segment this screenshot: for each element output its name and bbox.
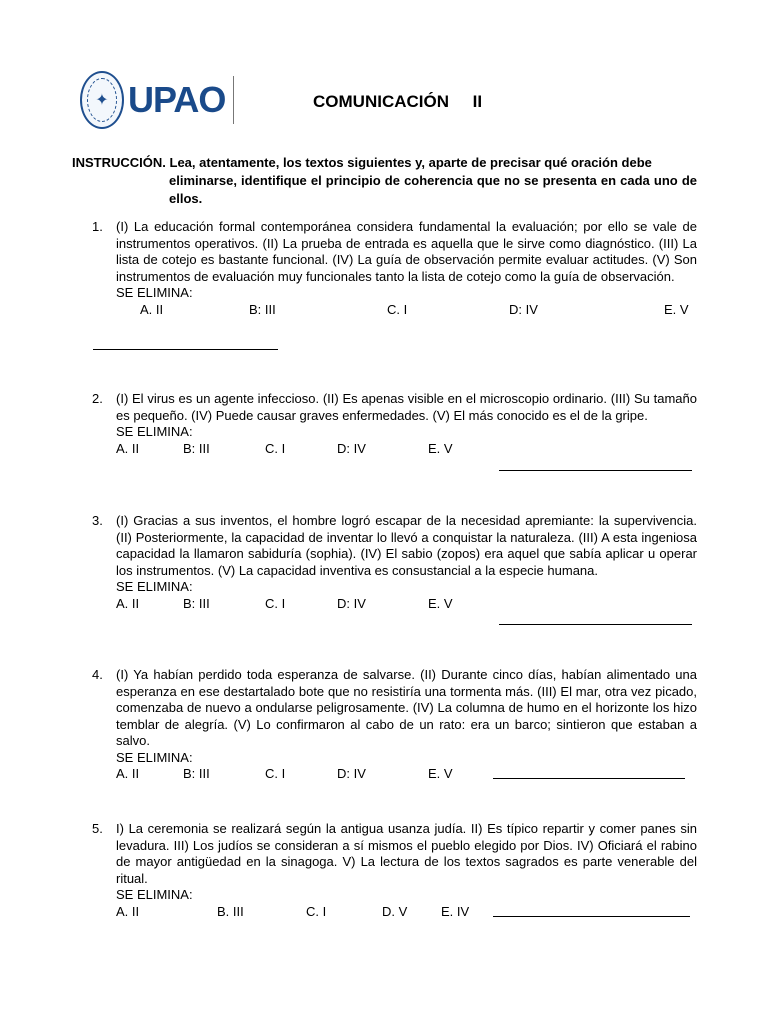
- option-c[interactable]: C. I: [306, 903, 327, 919]
- option-e[interactable]: E. IV: [441, 903, 470, 919]
- option-e[interactable]: E. V: [428, 766, 453, 781]
- course-title: COMUNICACIÓN II: [313, 92, 483, 111]
- upao-logo: [80, 70, 240, 130]
- option-b[interactable]: B. III: [217, 903, 244, 919]
- option-e[interactable]: E. V: [664, 301, 689, 317]
- question-text: (I) Gracias a sus inventos, el hombre logró escapar de la necesidad apremiante: la supervivencia. (II) Posteriormente, la capacidad de inventar lo llevó a conquistar la naturaleza. (III) A esta ingeniosa capacidad la llamaron sabiduría (sophia). (IV) El sabio (zopos) era aquel que sabía aplicar u operar los instrumentos. (V) La capacidad inventiva es consustancial a la especie humana.: [116, 513, 697, 578]
- answer-blank-line[interactable]: [499, 624, 692, 625]
- answer-blank-line[interactable]: [499, 470, 692, 471]
- option-a[interactable]: A. II: [116, 440, 140, 456]
- logo-divider: [233, 76, 234, 124]
- answer-blank-line[interactable]: [493, 778, 685, 779]
- option-e[interactable]: E. V: [428, 440, 453, 456]
- answer-blank-line[interactable]: [93, 349, 278, 350]
- question-text: (I) La educación formal contemporánea considera fundamental la evaluación; por ello se vale de instrumentos operativos. (II) La prueba de entrada es aquella que le sirve como diagnóstico. (III) La lista de cotejo es bastante funcional. (IV) La guía de observación permite evaluar actitudes. (V) Son instrumentos de evaluación muy funcionales tanto la lista de cotejo como la guía de observación.: [116, 219, 697, 284]
- option-b[interactable]: B: III: [183, 595, 210, 611]
- option-c[interactable]: C. I: [387, 301, 408, 317]
- se-elimina-label: SE ELIMINA:: [116, 285, 193, 300]
- question-1: [92, 219, 697, 319]
- option-a[interactable]: A. II: [116, 766, 140, 781]
- se-elimina-label: SE ELIMINA:: [116, 579, 193, 594]
- question-text: I) La ceremonia se realizará según la antigua usanza judía. II) Es típico repartir y comer panes sin levadura. III) Los judíos se consideran a sí mismos el pueblo elegido por Dios. IV) Oficiará el rabino de mayor antigüedad en la sinagoga. V) La lectura de los textos sagrados es parte venerable del ritual.: [116, 821, 697, 886]
- option-c[interactable]: C. I: [265, 595, 286, 611]
- option-b[interactable]: B: III: [183, 766, 210, 781]
- option-c[interactable]: C. I: [265, 766, 286, 781]
- option-a[interactable]: A. II: [116, 903, 140, 919]
- option-d[interactable]: D: IV: [337, 440, 366, 456]
- instruction-first-line: [72, 154, 697, 172]
- question-2: [92, 391, 697, 458]
- instruction-block: [72, 154, 697, 208]
- question-text: (I) El virus es un agente infeccioso. (II) Es apenas visible en el microscopio ordinario. (III) Su tamaño es pequeño. (IV) Puede causar graves enfermedades. (V) El más conocido es el de la gripe.: [116, 391, 697, 423]
- option-c[interactable]: C. I: [265, 440, 286, 456]
- instruction-rest: eliminarse, identifique el principio de coherencia que no se presenta en cada uno de ellos.: [169, 173, 697, 206]
- document-header: [0, 0, 768, 140]
- se-elimina-label: SE ELIMINA:: [116, 424, 193, 439]
- answer-blank-line[interactable]: [493, 916, 690, 917]
- question-4: [92, 667, 697, 783]
- question-number: 3.: [92, 513, 103, 528]
- option-d[interactable]: D: IV: [337, 766, 366, 781]
- question-number: 2.: [92, 391, 103, 406]
- se-elimina-label: SE ELIMINA:: [116, 887, 193, 902]
- instruction-label: INSTRUCCIÓN.: [72, 155, 166, 170]
- option-b[interactable]: B: III: [183, 440, 210, 456]
- instruction-line1: Lea, atentamente, los textos siguientes y, aparte de precisar qué oración debe: [169, 155, 652, 170]
- question-text: (I) Ya habían perdido toda esperanza de salvarse. (II) Durante cinco días, habían alimentado una esperanza en ese destartalado bote que no resistiría una tormenta más. (III) El mar, otra vez picado, comenzaba de nuevo a ondularse peligrosamente. (IV) La columna de humo en el horizonte los hizo temblar de alegría. (V) Lo confirmaron al cabo de un rato: era un barco; sintieron que estaban a salvo.: [116, 667, 697, 748]
- question-number: 1.: [92, 219, 103, 234]
- answer-options: [116, 441, 697, 458]
- question-number: 4.: [92, 667, 103, 682]
- question-3: [92, 513, 697, 613]
- option-b[interactable]: B: III: [249, 301, 276, 317]
- option-e[interactable]: E. V: [428, 595, 453, 611]
- answer-options: [116, 904, 697, 921]
- question-number: 5.: [92, 821, 103, 836]
- answer-options: [116, 766, 697, 783]
- option-d[interactable]: D. V: [382, 903, 408, 919]
- option-a[interactable]: A. II: [140, 301, 164, 317]
- logo-text: UPAO: [128, 79, 226, 120]
- option-d[interactable]: D: IV: [337, 595, 366, 611]
- question-5: [92, 821, 697, 921]
- university-seal-icon: [80, 71, 124, 129]
- option-a[interactable]: A. II: [116, 595, 140, 611]
- answer-options: [116, 596, 697, 613]
- option-d[interactable]: D: IV: [509, 301, 538, 317]
- se-elimina-label: SE ELIMINA:: [116, 749, 193, 765]
- answer-options: [116, 302, 697, 319]
